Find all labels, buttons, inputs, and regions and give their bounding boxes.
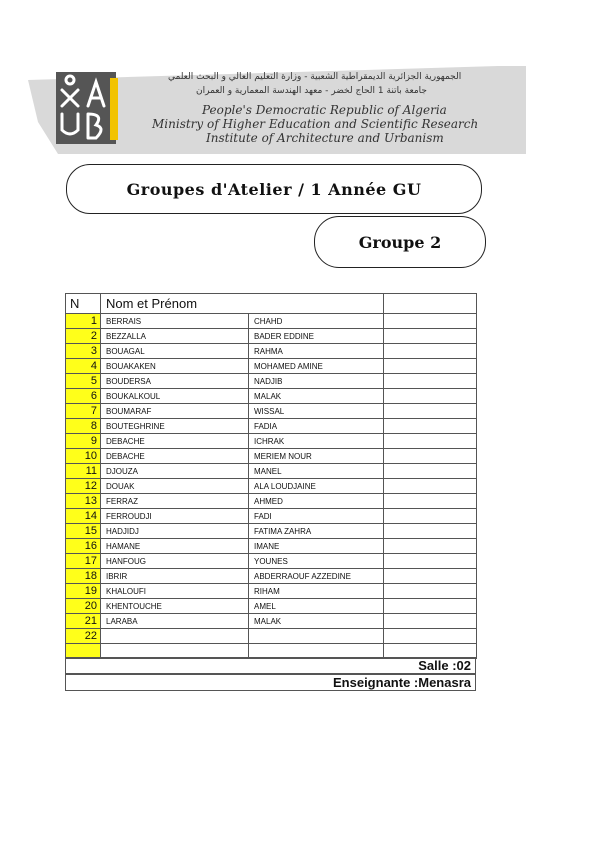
row-prenom: YOUNES	[249, 554, 384, 569]
group-box	[314, 216, 486, 268]
row-extra	[384, 404, 477, 419]
row-number: 16	[66, 539, 101, 554]
row-number: 20	[66, 599, 101, 614]
table-row	[66, 314, 477, 329]
salle-label: Salle :02	[65, 657, 476, 674]
row-extra	[384, 629, 477, 644]
col-header-n: N	[66, 294, 101, 314]
row-nom: DOUAK	[101, 479, 249, 494]
row-nom: HANFOUG	[101, 554, 249, 569]
table-row	[66, 509, 477, 524]
row-prenom: RIHAM	[249, 584, 384, 599]
row-prenom: MERIEM NOUR	[249, 449, 384, 464]
table-row	[66, 449, 477, 464]
row-extra	[384, 509, 477, 524]
page-title: Groupes d'Atelier / 1 Année GU	[126, 179, 422, 199]
table-row	[66, 539, 477, 554]
table-row	[66, 494, 477, 509]
row-prenom: WISSAL	[249, 404, 384, 419]
row-nom: HADJIDJ	[101, 524, 249, 539]
row-nom: BOUDERSA	[101, 374, 249, 389]
table-row	[66, 374, 477, 389]
arabic-header-line-1: الجمهورية الجزائرية الديمقراطية الشعبية - وزارة التعليم العالي و البحث العلمي	[168, 72, 462, 82]
row-nom: LARABA	[101, 614, 249, 629]
table-row	[66, 359, 477, 374]
row-prenom: FATIMA ZAHRA	[249, 524, 384, 539]
table-header-row	[66, 294, 477, 314]
row-extra	[384, 449, 477, 464]
row-nom: DEBACHE	[101, 434, 249, 449]
row-number: 4	[66, 359, 101, 374]
row-extra	[384, 389, 477, 404]
row-nom	[101, 629, 249, 644]
row-number: 17	[66, 554, 101, 569]
row-extra	[384, 539, 477, 554]
english-header-line-2: Ministry of Higher Education and Scientific Research	[152, 117, 479, 131]
row-number: 21	[66, 614, 101, 629]
row-number: 12	[66, 479, 101, 494]
enseignante-label: Enseignante :Menasra	[65, 674, 476, 691]
institute-logo	[52, 68, 120, 148]
row-prenom: CHAHD	[249, 314, 384, 329]
row-nom: BEZZALLA	[101, 329, 249, 344]
row-number: 18	[66, 569, 101, 584]
row-nom: BOUAGAL	[101, 344, 249, 359]
row-prenom: AMEL	[249, 599, 384, 614]
row-nom: FERROUDJI	[101, 509, 249, 524]
row-extra	[384, 464, 477, 479]
row-prenom: ICHRAK	[249, 434, 384, 449]
row-number: 3	[66, 344, 101, 359]
arabic-header-line-2: جامعة باتنة 1 الحاج لخضر - معهد الهندسة المعمارية و العمران	[196, 86, 427, 96]
table-row	[66, 629, 477, 644]
row-nom: DEBACHE	[101, 449, 249, 464]
roster-table	[65, 293, 477, 659]
row-number: 19	[66, 584, 101, 599]
row-prenom: AHMED	[249, 494, 384, 509]
row-number: 10	[66, 449, 101, 464]
table-row	[66, 554, 477, 569]
table-row	[66, 584, 477, 599]
row-prenom: MALAK	[249, 389, 384, 404]
row-extra	[384, 329, 477, 344]
table-row	[66, 419, 477, 434]
group-label: Groupe 2	[358, 232, 442, 252]
row-prenom	[249, 629, 384, 644]
title-box	[66, 164, 482, 214]
row-nom: BERRAIS	[101, 314, 249, 329]
row-number: 13	[66, 494, 101, 509]
row-nom: BOUMARAF	[101, 404, 249, 419]
row-prenom: NADJIB	[249, 374, 384, 389]
row-prenom: FADIA	[249, 419, 384, 434]
row-number: 8	[66, 419, 101, 434]
row-prenom: ALA LOUDJAINE	[249, 479, 384, 494]
roster-body	[66, 314, 477, 659]
row-number: 14	[66, 509, 101, 524]
row-prenom: MALAK	[249, 614, 384, 629]
row-nom: BOUTEGHRINE	[101, 419, 249, 434]
row-extra	[384, 314, 477, 329]
row-extra	[384, 479, 477, 494]
english-header-line-3: Institute of Architecture and Urbanism	[206, 131, 444, 145]
table-row	[66, 329, 477, 344]
row-prenom: FADI	[249, 509, 384, 524]
row-number: 2	[66, 329, 101, 344]
col-header-name: Nom et Prénom	[101, 294, 384, 314]
row-extra	[384, 344, 477, 359]
table-row	[66, 614, 477, 629]
row-nom: KHALOUFI	[101, 584, 249, 599]
table-row	[66, 599, 477, 614]
table-row	[66, 479, 477, 494]
english-header-line-1: People's Democratic Republic of Algeria	[202, 103, 447, 117]
row-nom: HAMANE	[101, 539, 249, 554]
table-row	[66, 344, 477, 359]
row-extra	[384, 524, 477, 539]
row-number: 5	[66, 374, 101, 389]
row-extra	[384, 614, 477, 629]
row-extra	[384, 434, 477, 449]
table-row	[66, 464, 477, 479]
table-row	[66, 389, 477, 404]
row-extra	[384, 419, 477, 434]
row-number: 15	[66, 524, 101, 539]
row-number: 11	[66, 464, 101, 479]
row-number: 7	[66, 404, 101, 419]
row-prenom: IMANE	[249, 539, 384, 554]
table-row	[66, 434, 477, 449]
row-number: 9	[66, 434, 101, 449]
row-extra	[384, 359, 477, 374]
row-number: 6	[66, 389, 101, 404]
row-prenom: MANEL	[249, 464, 384, 479]
row-extra	[384, 584, 477, 599]
col-header-extra	[384, 294, 477, 314]
row-number: 1	[66, 314, 101, 329]
row-prenom: MOHAMED AMINE	[249, 359, 384, 374]
row-extra	[384, 599, 477, 614]
table-row	[66, 404, 477, 419]
table-row	[66, 524, 477, 539]
row-number: 22	[66, 629, 101, 644]
row-prenom: RAHMA	[249, 344, 384, 359]
row-prenom: BADER EDDINE	[249, 329, 384, 344]
table-row	[66, 569, 477, 584]
row-extra	[384, 494, 477, 509]
row-prenom: ABDERRAOUF AZZEDINE	[249, 569, 384, 584]
row-nom: IBRIR	[101, 569, 249, 584]
row-nom: DJOUZA	[101, 464, 249, 479]
row-extra	[384, 554, 477, 569]
row-extra	[384, 374, 477, 389]
row-nom: BOUAKAKEN	[101, 359, 249, 374]
row-nom: BOUKALKOUL	[101, 389, 249, 404]
row-nom: KHENTOUCHE	[101, 599, 249, 614]
row-nom: FERRAZ	[101, 494, 249, 509]
row-extra	[384, 569, 477, 584]
